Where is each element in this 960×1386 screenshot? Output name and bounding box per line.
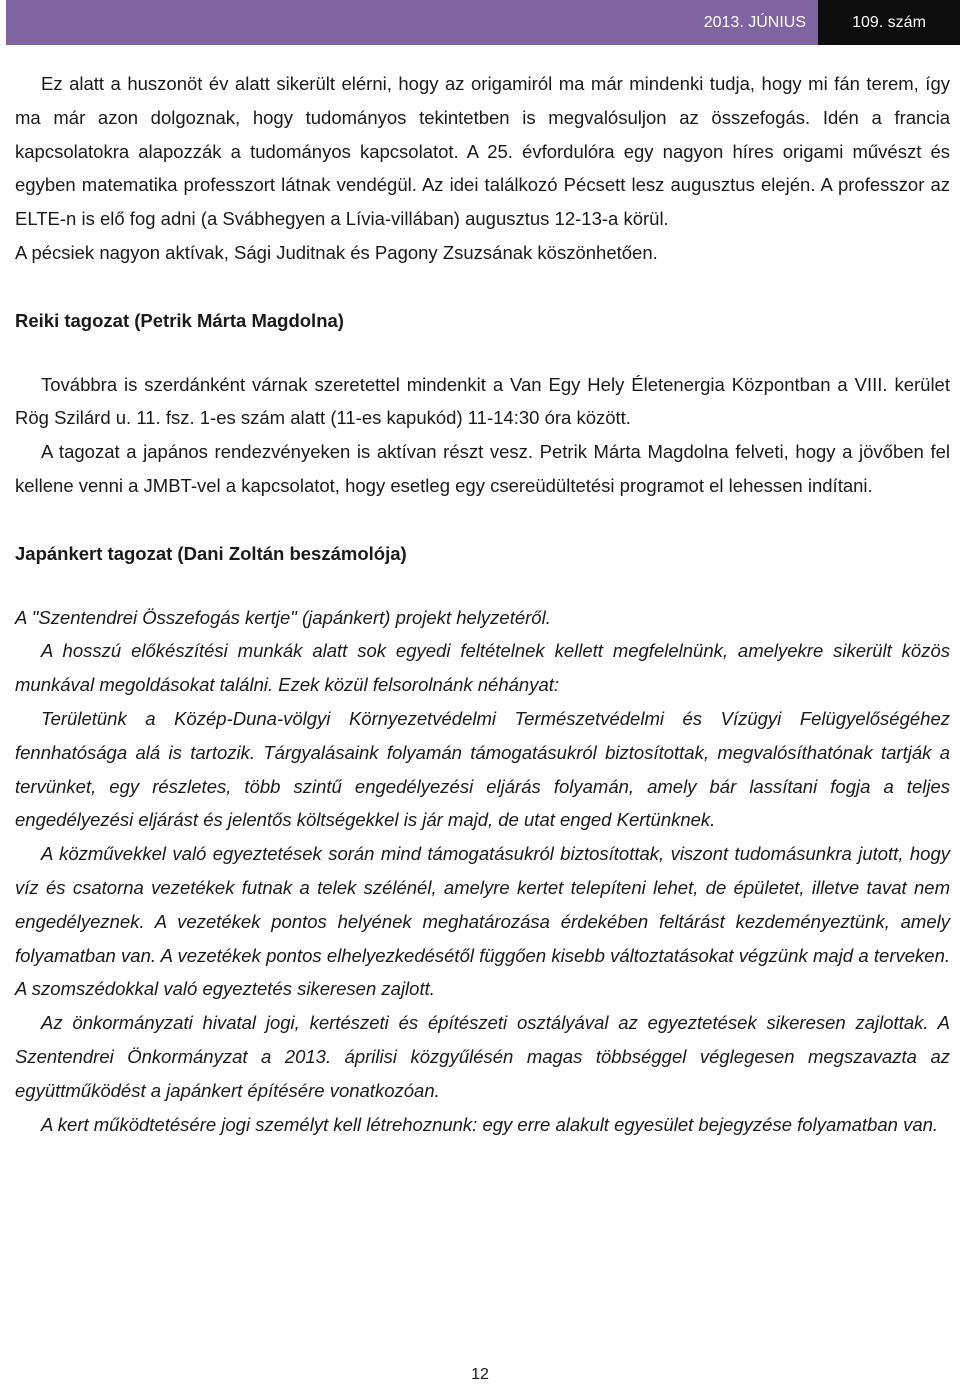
reiki-paragraph-2: A tagozat a japános rendezvényeken is aktívan részt vesz. Petrik Márta Magdolna felveti, hogy a jövőben fel kellene venni a JMBT-vel a kapcsolatot, hogy esetleg egy csereüdültetési programot el lehessen indítani. [15,441,950,496]
japankert-subtitle: A "Szentendrei Összefogás kertje" (japánkert) projekt helyzetéről. [15,606,551,628]
article-body [15,67,950,1141]
japankert-paragraph-3: A közművekkel való egyeztetések során mind támogatásukról biztosítottak, viszont tudomásunkra jutott, hogy víz és csatorna vezetékek futnak a telek szélénél, amelyre kertet telepíteni lehet, de épületet, illetve tavat nem engedélyeznek. A vezetékek pontos helyének meghatározása érdekében feltárást kezdeményeztünk, amely folyamatban van. A vezetékek pontos elhelyezkedésétől függően kisebb változtatásokat végzünk majd a terveken. A szomszédokkal való egyeztetés sikeresen zajlott. [15,843,950,1000]
reiki-paragraph-1: Továbbra is szerdánként várnak szeretettel mindenkit a Van Egy Hely Életenergia Központban a VIII. kerület Rög Szilárd u. 11. fsz. 1-es szám alatt (11-es kapukód) 11-14:30 óra között. [15,373,950,429]
japankert-paragraph-2: Területünk a Közép-Duna-völgyi Környezetvédelmi Természetvédelmi és Vízügyi Felügyelőségéhez fennhatósága alá is tartozik. Tárgyalásaink folyamán támogatásukról biztosítottak, megvalósíthatónak tartják a tervünket, egy részletes, több szintű engedélyezési eljárás folyamán, amely bár lassítani fogja a teljes engedélyezési eljárást és jelentős költségekkel is jár majd, de utat enged Kertünknek. [15,707,950,831]
page-number: 12 [471,1366,489,1383]
section-heading-japankert: Japánkert tagozat (Dani Zoltán beszámolója) [15,542,407,564]
japankert-paragraph-5: A kert működtetésére jogi személyt kell létrehoznunk: egy erre alakult egyesület bejegyzése folyamatban van. [41,1113,939,1135]
page-header [6,0,960,45]
japankert-paragraph-1: A hosszú előkészítési munkák alatt sok egyedi feltételnek kellett megfelelnünk, amelyekre sikerült közös munkával megoldásokat találni. Ezek közül felsorolnánk néhányat: [15,640,950,696]
intro-paragraph-1: Ez alatt a huszonöt év alatt sikerült elérni, hogy az origamiról ma már mindenki tudja, hogy mi fán terem, így ma már azon dolgoznak, hogy tudományos tekintetben is megvalósuljon az összefogás. Idén a francia kapcsolatokra alapozzák a tudományos kapcsolatot. A 25. évfordulóra egy nagyon híres origami művészt és egyben matematika professzort látnak vendégül. Az idei találkozó Pécsett lesz augusztus elején. A professzor az ELTE-n is elő fog adni (a Svábhegyen a Lívia-villában) augusztus 12-13-a körül. [15,73,950,230]
intro-paragraph-2: A pécsiek nagyon aktívak, Sági Juditnak és Pagony Zsuzsának köszönhetően. [15,241,658,263]
header-issue-number: 109. szám [818,0,960,45]
japankert-section [15,601,950,1142]
japankert-paragraph-4: Az önkormányzati hivatal jogi, kertészeti és építészeti osztályával az egyeztetések sikeresen zajlottak. A Szentendrei Önkormányzat a 2013. áprilisi közgyűlésén magas többséggel véglegesen megszavazta az együttműködést a japánkert építésére vonatkozóan. [15,1012,950,1101]
header-date: 2013. JÚNIUS [6,0,818,45]
section-heading-reiki: Reiki tagozat (Petrik Márta Magdolna) [15,309,344,331]
